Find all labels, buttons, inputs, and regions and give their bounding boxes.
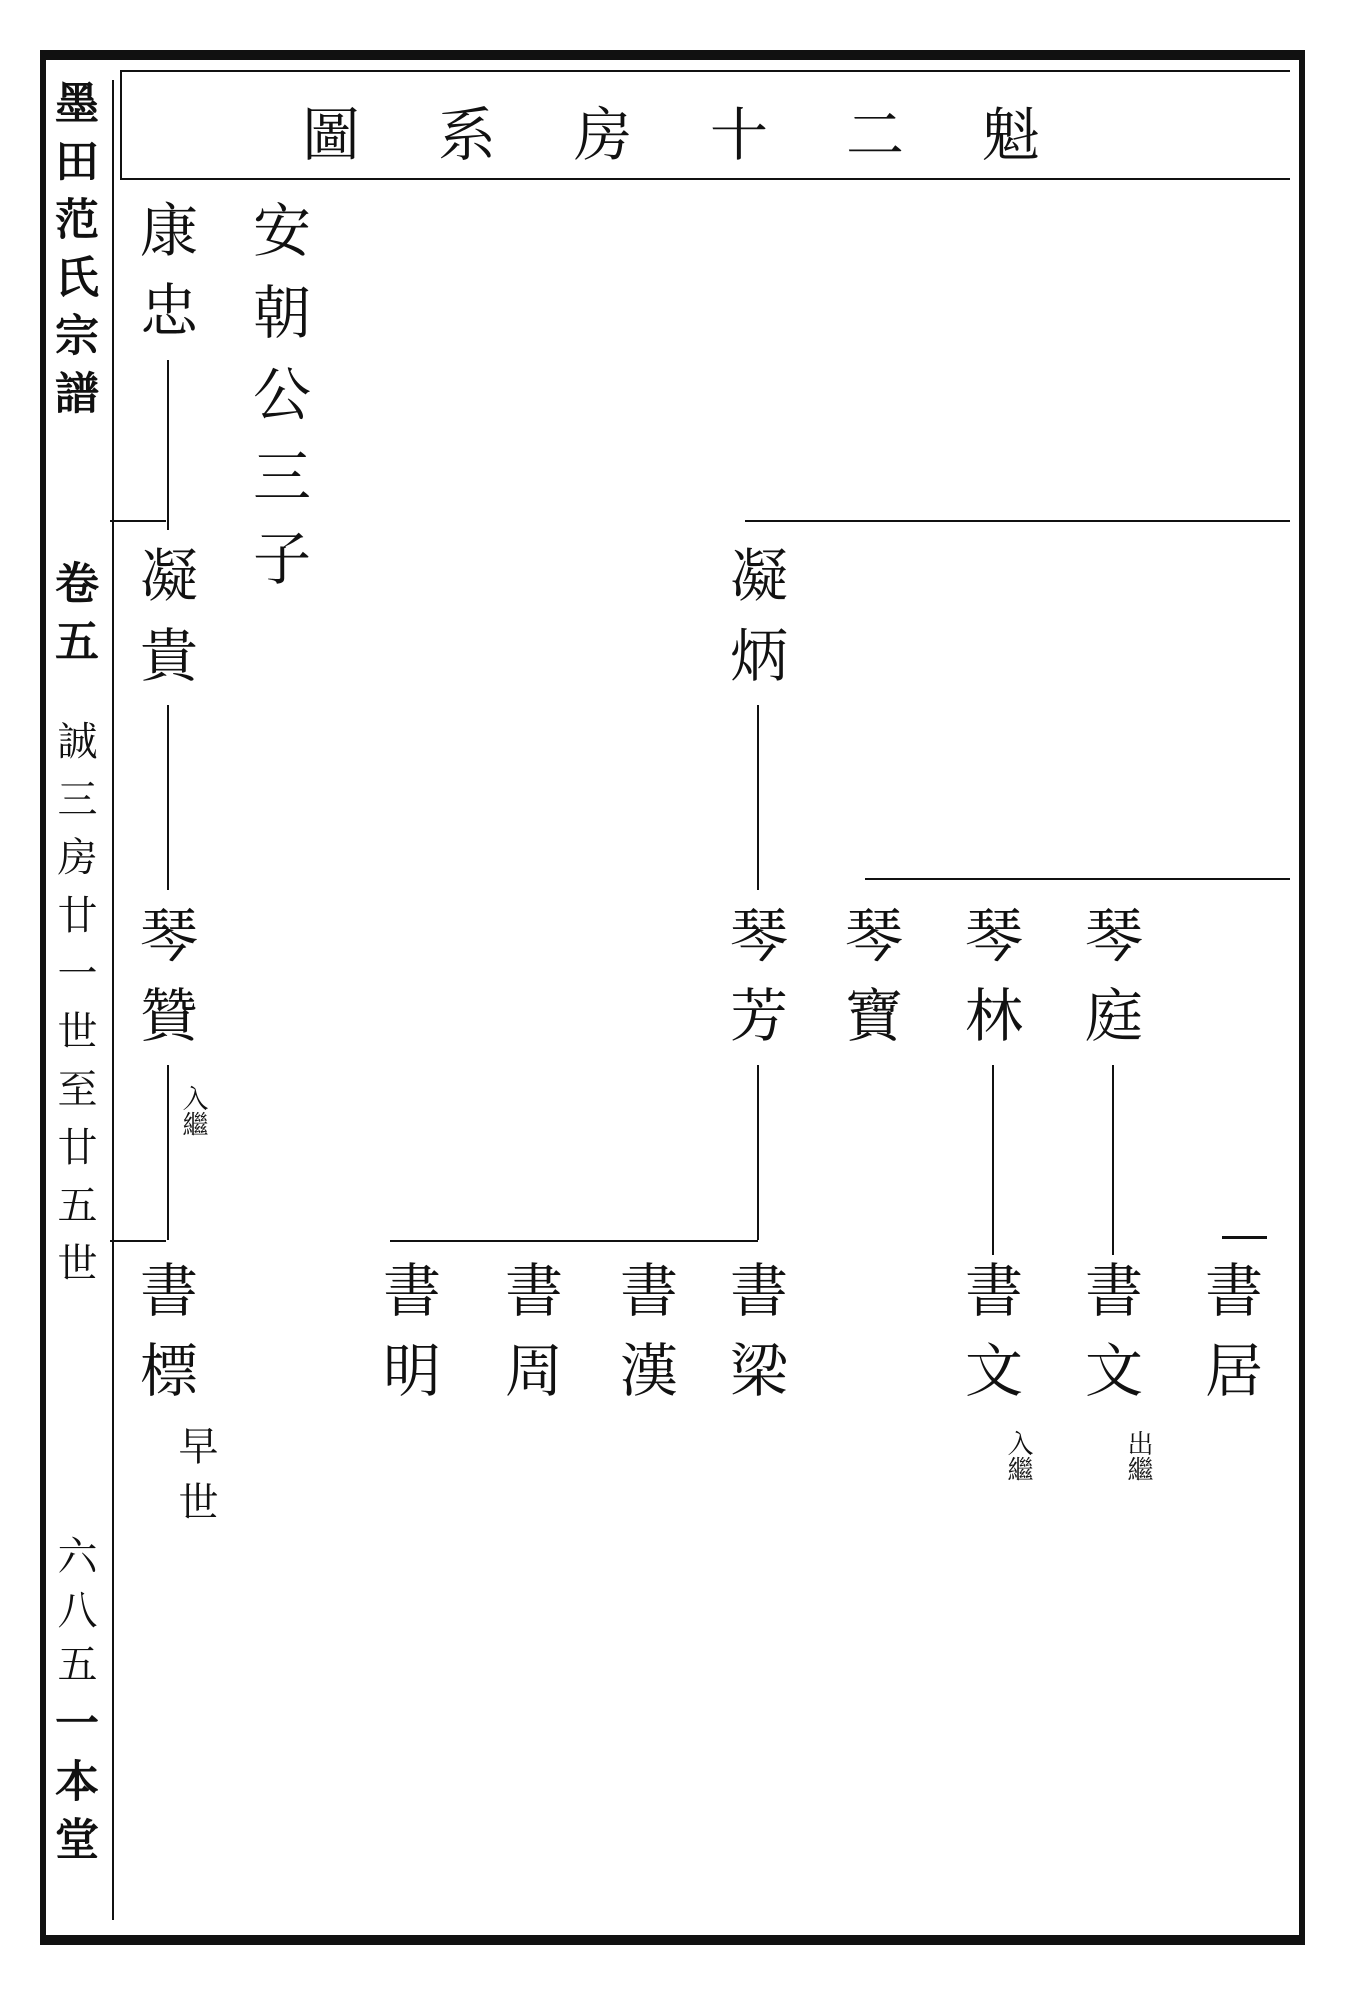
person-ningbing: 凝炳	[720, 545, 788, 705]
person-kangzhong: 康忠	[130, 200, 198, 360]
section-label: 誠三房廿一世至廿五世	[51, 720, 97, 1300]
header-top-rule	[120, 70, 1290, 72]
note-shuwen-adopted-out: 出繼	[1123, 1430, 1153, 1482]
note-shubiao: 早世	[172, 1425, 218, 1537]
person-shuzhou: 書周	[495, 1260, 563, 1420]
person-qinbao: 琴寶	[835, 905, 903, 1065]
book-title: 墨田范氏宗譜	[47, 80, 98, 428]
gen3-branch-line	[865, 878, 1290, 880]
note-qinzan: 入繼	[178, 1085, 208, 1137]
gen4-branch-line	[390, 1240, 758, 1242]
line-qinlin-down	[992, 1065, 994, 1255]
person-qinting: 琴庭	[1075, 905, 1143, 1065]
gen2-left-stub	[110, 520, 166, 522]
line-kangzhong-to-ninggui	[167, 360, 169, 530]
hall-name: 一本堂	[47, 1700, 98, 1874]
intro-text: 安朝公三子	[243, 200, 311, 610]
line-qinzan-down	[167, 1065, 169, 1240]
person-shuhan: 書漢	[610, 1260, 678, 1420]
person-shuwen-adopted-out: 書文	[1075, 1260, 1143, 1420]
left-border	[40, 50, 46, 1945]
right-border	[1299, 50, 1305, 1945]
bottom-border	[40, 1935, 1305, 1945]
person-shubiao: 書標	[130, 1260, 198, 1420]
gen4-left-stub	[110, 1240, 166, 1242]
person-qinzan: 琴贊	[130, 905, 198, 1065]
person-shuliang: 書梁	[720, 1260, 788, 1420]
top-border	[40, 50, 1305, 60]
line-ninggui-down	[167, 705, 169, 890]
header-divider	[120, 178, 1290, 180]
volume-label: 卷五	[47, 560, 98, 676]
header-left-rule	[120, 70, 122, 180]
note-shuwen-adopted-in: 入繼	[1003, 1430, 1033, 1482]
person-shuming: 書明	[373, 1260, 441, 1420]
chart-title: 圖系房十二魁	[301, 101, 1118, 169]
shuju-top-stroke	[1222, 1236, 1267, 1239]
person-qinlin: 琴林	[955, 905, 1023, 1065]
person-ninggui: 凝貴	[130, 545, 198, 705]
person-shuju: 書居	[1195, 1260, 1263, 1420]
person-qinfang: 琴芳	[720, 905, 788, 1065]
margin-column-divider	[112, 80, 114, 1920]
line-ningbing-down	[757, 705, 759, 890]
line-qinfang-down	[757, 1065, 759, 1240]
person-shuwen-adopted-in: 書文	[955, 1260, 1023, 1420]
page-number: 六八五	[51, 1535, 97, 1697]
line-qinting-down	[1112, 1065, 1114, 1255]
gen2-branch-line	[745, 520, 1290, 522]
